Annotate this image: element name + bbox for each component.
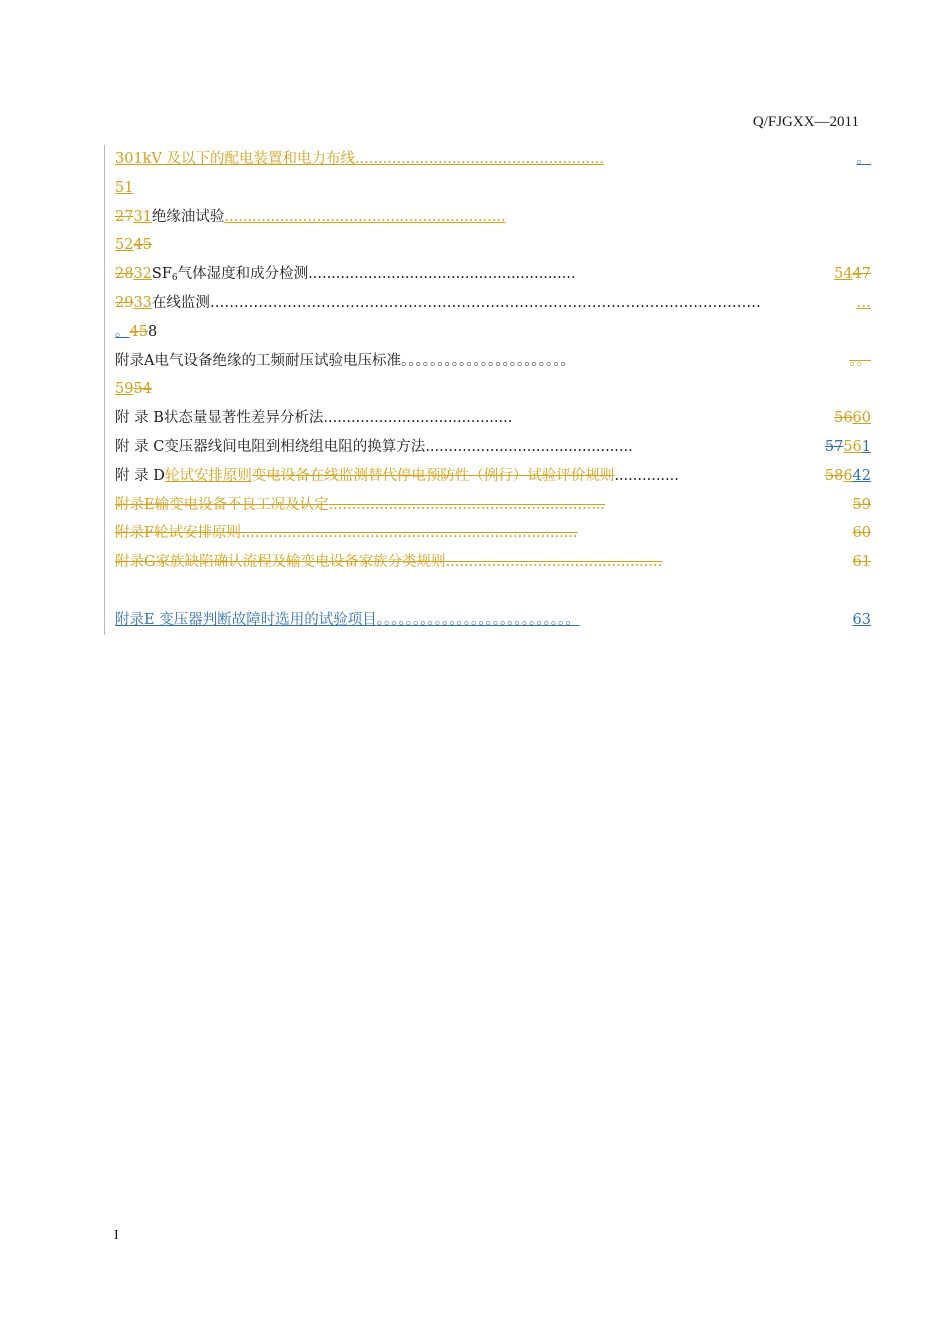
toc-entry-title: 附 录 C变压器线间电阻到相绕组电阻的换算方法 [115, 438, 426, 455]
toc-entry-page-new: 59 [115, 381, 134, 398]
toc-entry-title: 附录E 变压器判断故障时选用的试验项目 [115, 611, 377, 628]
toc-appendix-a-page [115, 375, 871, 404]
toc-entry-page-new: 54 [834, 266, 853, 283]
toc-entry-title: 气体湿度和成分检测 [177, 266, 309, 283]
toc-entry-num-old: 28 [115, 266, 134, 283]
toc-entry-title: 附 录 B状态量显著性差异分析法 [115, 410, 324, 427]
toc-entry-page-old: 45 [133, 237, 152, 254]
toc-entry-title: 1kV 及以下的配电装置和电力布线 [133, 151, 356, 167]
toc-entry-page-old: 54 [133, 381, 152, 398]
toc-entry-page-old: 45 [129, 323, 148, 340]
toc-leader-dots: ......................................... [323, 410, 513, 427]
toc-entry-page-old: 57 [824, 438, 844, 455]
toc-appendix-f-deleted[interactable] [115, 519, 871, 548]
toc-leader-dots: ............................................................ [328, 496, 606, 513]
toc-entry-33[interactable] [115, 289, 871, 318]
toc-entry-32[interactable] [115, 260, 871, 289]
toc-leader-dots: 。。。。。。。。。。。。。。。。。。。。。。。 [400, 352, 575, 369]
toc-entry-30-page [115, 174, 871, 203]
toc-entry-page: 51 [115, 179, 134, 196]
toc-appendix-c[interactable] [115, 433, 871, 462]
toc-leader-dots: ...................................................... [355, 151, 604, 167]
toc-entry-31[interactable] [115, 203, 871, 232]
table-of-contents [104, 145, 871, 635]
toc-entry-num-new: 31 [133, 208, 152, 225]
toc-appendix-a[interactable] [115, 347, 871, 376]
toc-leader-tail-del: 。。 [849, 352, 871, 369]
toc-leader-dots: .............. [614, 467, 679, 484]
toc-entry-num-old: 27 [115, 208, 134, 225]
toc-appendix-g-deleted[interactable] [115, 548, 871, 577]
toc-entry-31-page [115, 231, 871, 260]
toc-leader-dots: .......................................................... [308, 266, 576, 283]
toc-entry-page-new: 52 [115, 237, 134, 254]
toc-entry-title: 绝缘油试验 [151, 208, 225, 225]
toc-leader-tail: … [856, 294, 871, 311]
document-code: Q/FJGXX—2011 [752, 114, 859, 130]
toc-appendix-e-new[interactable] [115, 606, 871, 635]
toc-entry-title: 附录E输变电设备不良工况及认定 [115, 496, 329, 513]
toc-entry-page-new: 8 [147, 323, 158, 340]
toc-entry-title: 附录A电气设备绝缘的工频耐压试验电压标准 [115, 352, 401, 369]
toc-spacer [115, 577, 871, 606]
toc-leader-dots: ......................................................................... [241, 525, 578, 542]
toc-entry-33-page [115, 318, 871, 347]
toc-entry-page: 63 [852, 611, 871, 628]
toc-entry-page-old: 47 [852, 266, 871, 283]
toc-entry-page: 61 [852, 554, 871, 571]
toc-entry-num-old: 29 [115, 294, 134, 311]
page-number: I [114, 1228, 119, 1243]
toc-entry-page-mid: 6 [843, 467, 853, 484]
toc-entry-page-old: 58 [824, 467, 844, 484]
toc-entry-title: 附录G家族缺陷确认流程及输变电设备家族分类规则 [115, 554, 446, 571]
toc-entry-title: 在线监测 [151, 294, 210, 311]
toc-leader-dots: 。。。。。。。。。。。。。。。。。。。。。。。。。。。 [376, 611, 580, 628]
toc-entry-page-new: 42 [852, 467, 871, 484]
toc-entry-num-new: 33 [133, 294, 152, 311]
toc-appendix-b[interactable] [115, 404, 871, 433]
toc-entry-page: 59 [852, 496, 871, 513]
toc-entry-page-mid: 56 [843, 438, 862, 455]
toc-entry-30[interactable] [115, 145, 871, 174]
toc-entry-prefix: 附 录 D [115, 467, 165, 484]
toc-leader-dots: ............................................................. [224, 208, 506, 225]
toc-appendix-d[interactable] [115, 462, 871, 491]
toc-appendix-e-deleted[interactable] [115, 491, 871, 520]
toc-entry-page-new: 1 [861, 438, 871, 455]
toc-entry-page-old: 56 [834, 410, 853, 427]
toc-entry-page-new: 60 [852, 410, 871, 427]
toc-leader-tail: 。 [856, 151, 871, 167]
toc-entry-page: 60 [852, 525, 871, 542]
toc-leader-dots: ............................................. [425, 438, 633, 455]
toc-leader-dot: 。 [115, 323, 130, 340]
toc-entry-num: 30 [115, 151, 134, 167]
toc-entry-title-del: 变电设备在线监测替代停电预防性（例行）试验评价规则 [251, 467, 615, 484]
toc-entry-num-new: 32 [133, 266, 152, 283]
toc-leader-dots: ............................................... [445, 554, 663, 571]
toc-leader-dots: …………………………………………………………………………………………………… [209, 294, 761, 311]
toc-entry-title-ins: 轮试安排原则 [164, 467, 252, 484]
toc-entry-title: 附录F轮试安排原则 [115, 525, 242, 542]
toc-entry-title-sf: $SF_6$ [151, 266, 178, 284]
